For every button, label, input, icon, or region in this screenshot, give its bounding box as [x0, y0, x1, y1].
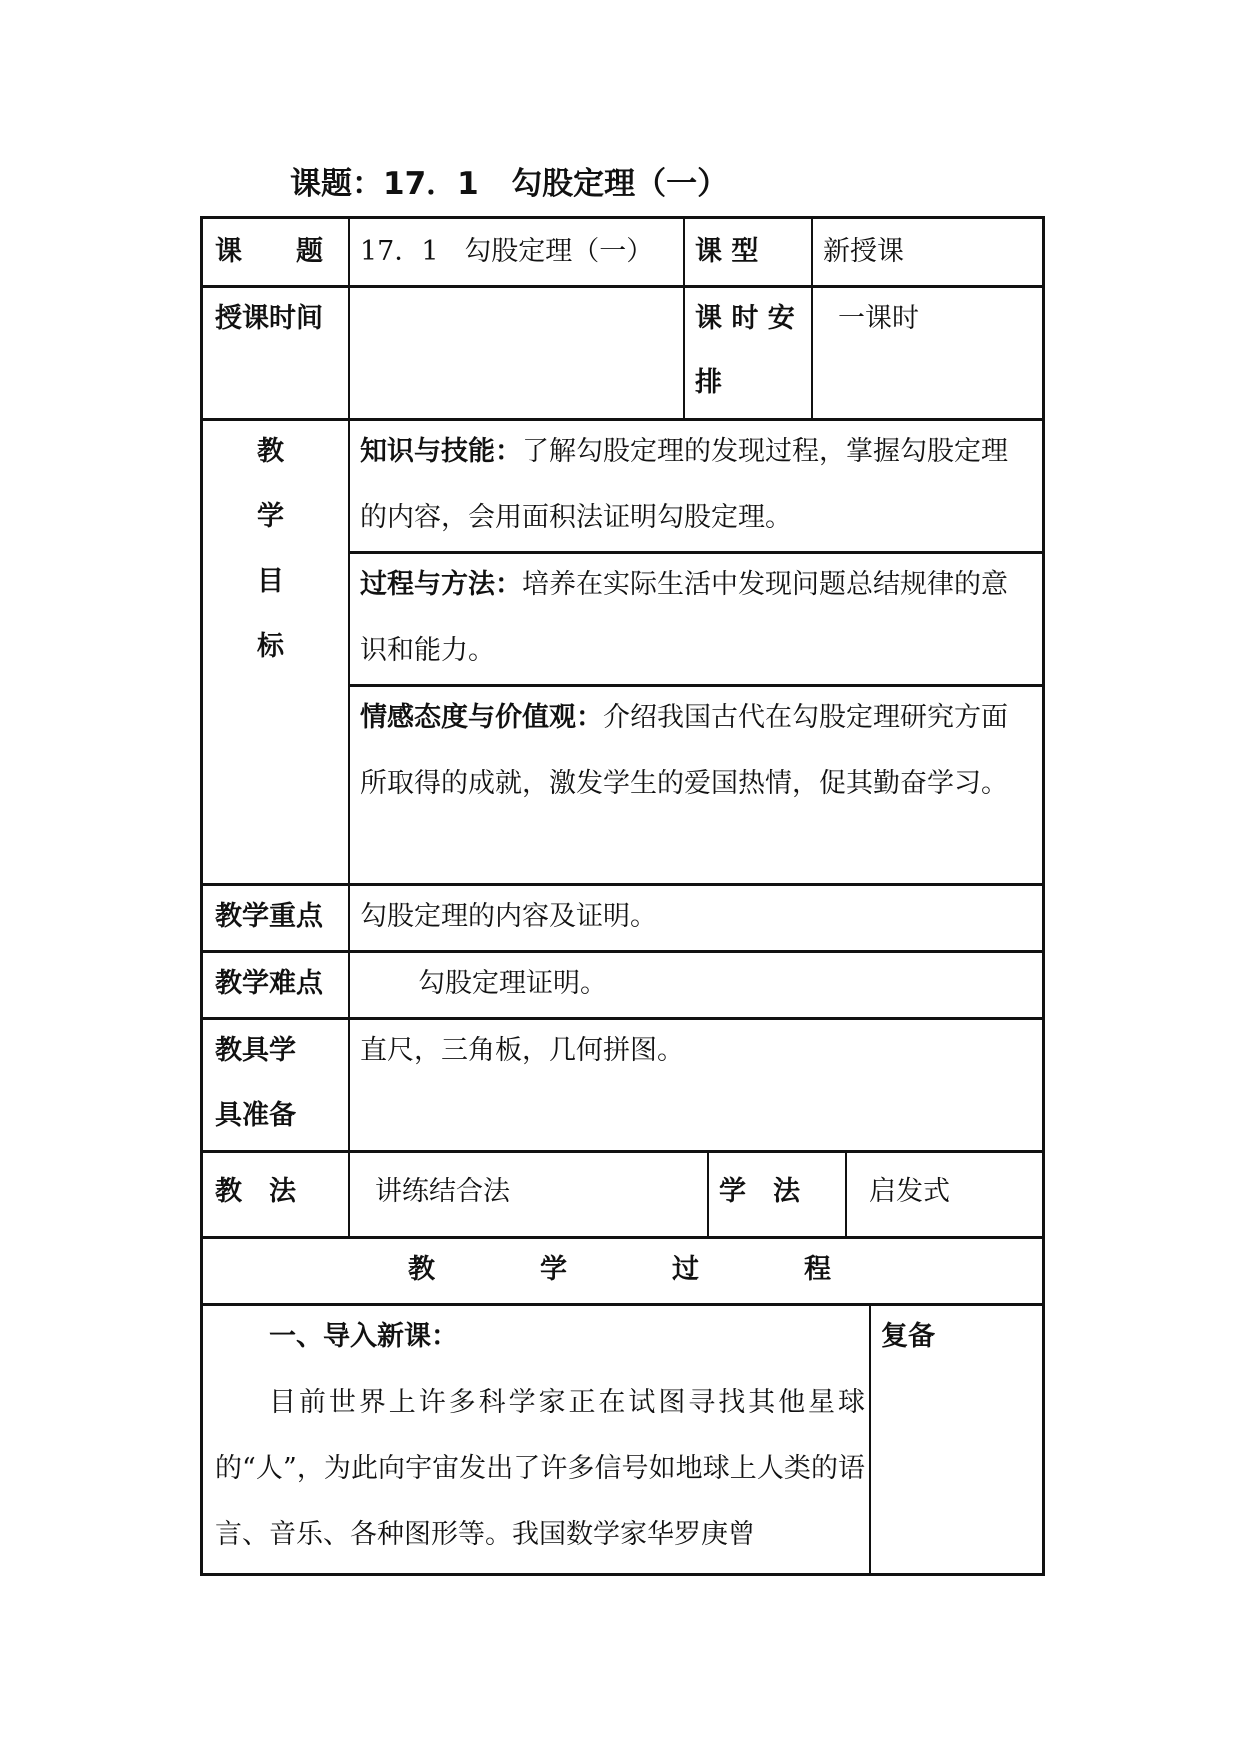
topic-value: 17．1 勾股定理（一）: [360, 236, 654, 267]
process-objective-text: 培养在实际生活中发现问题总结规律的意识和能力。: [360, 569, 1008, 666]
objectives-label-char: 目: [257, 566, 284, 597]
knowledge-objective: [360, 419, 1030, 551]
objectives-label-char: 标: [257, 631, 284, 662]
process-header-char: 教: [408, 1254, 435, 1285]
process-header-char: 过: [672, 1254, 699, 1285]
intro-text: 目前世界上许多科学家正在试图寻找其他星球的“人”，为此向宇宙发出了许多信号如地球上人类的语言、音乐、各种图形等。我国数学家华罗庚曾: [215, 1387, 865, 1550]
page-title: 课题：17．1 勾股定理（一）: [290, 166, 729, 202]
tools-label-line2: 具准备: [215, 1100, 296, 1131]
difficulty-value: 勾股定理证明。: [418, 968, 607, 999]
process-header-char: 程: [804, 1254, 831, 1285]
schedule-label-line1: 课 时 安: [695, 303, 795, 334]
attitude-objective-text: 介绍我国古代在勾股定理研究方面所取得的成就，激发学生的爱国热情，促其勤奋学习。: [360, 702, 1008, 799]
review-label: 复备: [881, 1321, 935, 1352]
tools-label-line1: 教具学: [215, 1035, 296, 1066]
schedule-value: 一课时: [838, 303, 919, 334]
topic-label: 课 题: [215, 236, 323, 267]
intro-heading: 一、导入新课：: [269, 1321, 458, 1352]
type-value: 新授课: [823, 236, 904, 267]
objectives-label-char: 学: [257, 501, 284, 532]
teaching-method-value: 讲练结合法: [375, 1176, 510, 1207]
study-method-label: 学 法: [719, 1176, 800, 1207]
teaching-method-label: 教 法: [215, 1176, 296, 1207]
process-objective-label: 过程与方法：: [360, 569, 522, 600]
tools-value: 直尺，三角板，几何拼图。: [360, 1035, 684, 1066]
difficulty-label: 教学难点: [215, 968, 323, 999]
study-method-value: 启发式: [869, 1176, 950, 1207]
type-label: 课 型: [695, 236, 759, 267]
key-point-label: 教学重点: [215, 901, 323, 932]
attitude-objective-label: 情感态度与价值观：: [360, 702, 603, 733]
knowledge-objective-text: 了解勾股定理的发现过程，掌握勾股定理的内容，会用面积法证明勾股定理。: [360, 436, 1008, 533]
time-label: 授课时间: [215, 303, 323, 334]
lesson-plan-table: [200, 216, 1045, 1576]
objectives-label-char: 教: [257, 436, 284, 467]
process-objective: [360, 552, 1030, 684]
attitude-objective: [360, 685, 1030, 817]
process-header-char: 学: [540, 1254, 567, 1285]
schedule-label-line2: 排: [695, 367, 722, 398]
key-point-value: 勾股定理的内容及证明。: [360, 901, 657, 932]
knowledge-objective-label: 知识与技能：: [360, 436, 522, 467]
